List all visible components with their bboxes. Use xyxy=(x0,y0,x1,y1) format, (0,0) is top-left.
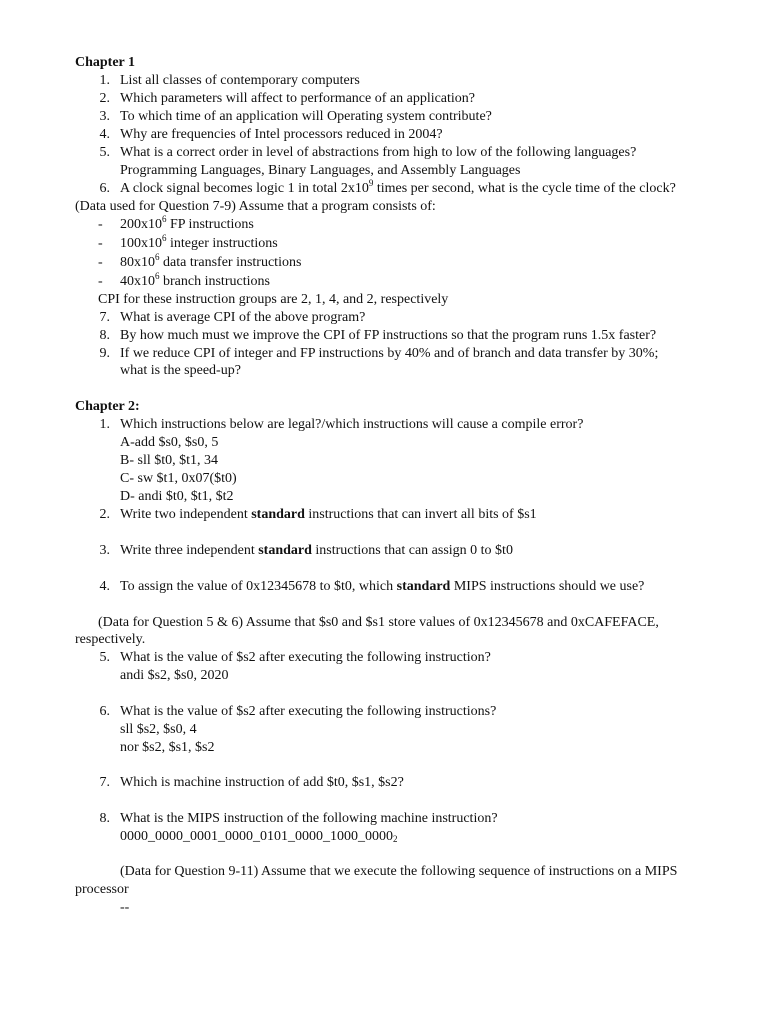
ch1-q6-number: 6. xyxy=(99,181,110,196)
ch1-q3-text: To which time of an application will Operating system contribute? xyxy=(120,109,492,124)
bullet-dash: - xyxy=(98,255,103,270)
bullet-base: 200x10 xyxy=(120,217,162,232)
ch1-q7-text: What is average CPI of the above program? xyxy=(120,310,366,325)
bullet-dash: - xyxy=(98,274,103,289)
bullet-rest: branch instructions xyxy=(159,274,270,289)
ch2-q7-number: 7. xyxy=(99,775,110,790)
ch2-q1-option-d: D- andi $t0, $t1, $t2 xyxy=(120,489,234,504)
ch2-q8-base-subscript: 2 xyxy=(393,834,398,844)
ch2-q3-emphasis: standard xyxy=(258,543,312,558)
ch2-q8-code xyxy=(120,828,398,846)
chapter-2-heading: Chapter 2: xyxy=(75,399,140,414)
ch1-q1-text: List all classes of contemporary computers xyxy=(120,73,360,88)
bullet-rest: data transfer instructions xyxy=(159,255,302,270)
ch2-q4-text-pre: To assign the value of 0x12345678 to $t0, which xyxy=(120,579,397,594)
ch2-q6-text: What is the value of $s2 after executing the following instructions? xyxy=(120,704,497,719)
ch2-instruction-sequence-placeholder: -- xyxy=(120,900,130,915)
bullet-dash: - xyxy=(98,236,103,251)
ch2-q2-number: 2. xyxy=(99,507,110,522)
bullet-data-transfer-instructions xyxy=(120,254,301,272)
ch2-q6-code-1: sll $s2, $s0, 4 xyxy=(120,722,197,737)
ch1-q7-number: 7. xyxy=(99,310,110,325)
ch2-q4-number: 4. xyxy=(99,579,110,594)
chapter-1-heading: Chapter 1 xyxy=(75,55,136,70)
ch1-q3-number: 3. xyxy=(99,109,110,124)
ch2-data-5-6-line-2: respectively. xyxy=(75,632,146,647)
ch2-q2-text-pre: Write two independent xyxy=(120,507,252,522)
ch2-q1-option-a: A-add $s0, $s0, 5 xyxy=(120,435,219,450)
bullet-integer-instructions xyxy=(120,235,278,253)
bullet-rest: integer instructions xyxy=(166,236,278,251)
ch1-q5-text: What is a correct order in level of abstractions from high to low of the following languages? xyxy=(120,145,637,160)
bullet-fp-instructions xyxy=(120,216,254,234)
ch1-q6-exponent: 9 xyxy=(368,178,374,188)
ch2-q8-text: What is the MIPS instruction of the following machine instruction? xyxy=(120,811,498,826)
ch2-q1-option-c: C- sw $t1, 0x07($t0) xyxy=(120,471,237,486)
ch1-q2-number: 2. xyxy=(99,91,110,106)
ch2-q3-text-pre: Write three independent xyxy=(120,543,259,558)
ch1-q8-text: By how much must we improve the CPI of FP instructions so that the program runs 1.5x faster? xyxy=(120,328,657,343)
ch1-q9-text-continued: what is the speed-up? xyxy=(120,363,241,378)
ch1-data-intro: (Data used for Question 7-9) Assume that a program consists of: xyxy=(75,199,436,214)
ch2-q1-number: 1. xyxy=(99,417,110,432)
ch2-q7-text: Which is machine instruction of add $t0, $s1, $s2? xyxy=(120,775,404,790)
ch2-q5-number: 5. xyxy=(99,650,110,665)
ch1-cpi-line: CPI for these instruction groups are 2, 1, 4, and 2, respectively xyxy=(98,292,449,307)
bullet-base: 40x10 xyxy=(120,274,155,289)
ch2-q3-text-post: instructions that can assign 0 to $t0 xyxy=(311,543,513,558)
ch2-q6-code-2: nor $s2, $s1, $s2 xyxy=(120,740,215,755)
ch2-q3-number: 3. xyxy=(99,543,110,558)
ch2-data-9-11-line-1: (Data for Question 9-11) Assume that we execute the following sequence of instructions on a MIPS xyxy=(120,864,678,879)
ch2-q2-emphasis: standard xyxy=(251,507,305,522)
ch2-q4-emphasis: standard xyxy=(396,579,451,594)
ch1-q6-text xyxy=(120,180,676,198)
ch1-q1-number: 1. xyxy=(99,73,110,88)
bullet-base: 100x10 xyxy=(120,236,162,251)
ch2-q5-code: andi $s2, $s0, 2020 xyxy=(120,668,229,683)
bullet-exponent: 6 xyxy=(162,233,167,243)
ch1-q4-number: 4. xyxy=(99,127,110,142)
bullet-base: 80x10 xyxy=(120,255,155,270)
ch2-data-9-11-line-2: processor xyxy=(75,882,129,897)
ch1-q6-text-post: times per second, what is the cycle time of the clock? xyxy=(373,181,676,196)
bullet-exponent: 6 xyxy=(155,271,160,281)
ch2-q1-option-b: B- sll $t0, $t1, 34 xyxy=(120,453,219,468)
ch2-q5-text: What is the value of $s2 after executing the following instruction? xyxy=(120,650,491,665)
ch2-q4-text xyxy=(120,578,644,596)
ch2-q8-number: 8. xyxy=(99,811,110,826)
bullet-exponent: 6 xyxy=(162,214,167,224)
bullet-rest: FP instructions xyxy=(166,217,254,232)
ch2-q3-text xyxy=(120,542,513,560)
ch1-q9-number: 9. xyxy=(99,346,110,361)
bullet-branch-instructions xyxy=(120,273,270,291)
ch2-q6-number: 6. xyxy=(99,704,110,719)
ch1-q2-text: Which parameters will affect to performance of an application? xyxy=(120,91,476,106)
ch2-q2-text xyxy=(120,506,537,524)
ch2-q4-text-post: MIPS instructions should we use? xyxy=(450,579,645,594)
ch1-q4-text: Why are frequencies of Intel processors reduced in 2004? xyxy=(120,127,443,142)
ch2-data-5-6-line-1: (Data for Question 5 & 6) Assume that $s0 and $s1 store values of 0x12345678 and 0xCAFEFACE, xyxy=(98,615,659,630)
ch1-q6-text-pre: A clock signal becomes logic 1 in total 2x10 xyxy=(120,181,369,196)
bullet-exponent: 6 xyxy=(155,252,160,262)
ch1-q9-text: If we reduce CPI of integer and FP instructions by 40% and of branch and data transfer by 30%; xyxy=(120,346,659,361)
ch2-q2-text-post: instructions that can invert all bits of $s1 xyxy=(304,507,537,522)
bullet-dash: - xyxy=(98,217,103,232)
ch1-q5-number: 5. xyxy=(99,145,110,160)
ch2-q1-text: Which instructions below are legal?/which instructions will cause a compile error? xyxy=(120,417,584,432)
ch1-q5-text-continued: Programming Languages, Binary Languages, and Assembly Languages xyxy=(120,163,521,178)
ch1-q8-number: 8. xyxy=(99,328,110,343)
ch2-q8-binary: 0000_0000_0001_0000_0101_0000_1000_0000 xyxy=(120,829,393,844)
